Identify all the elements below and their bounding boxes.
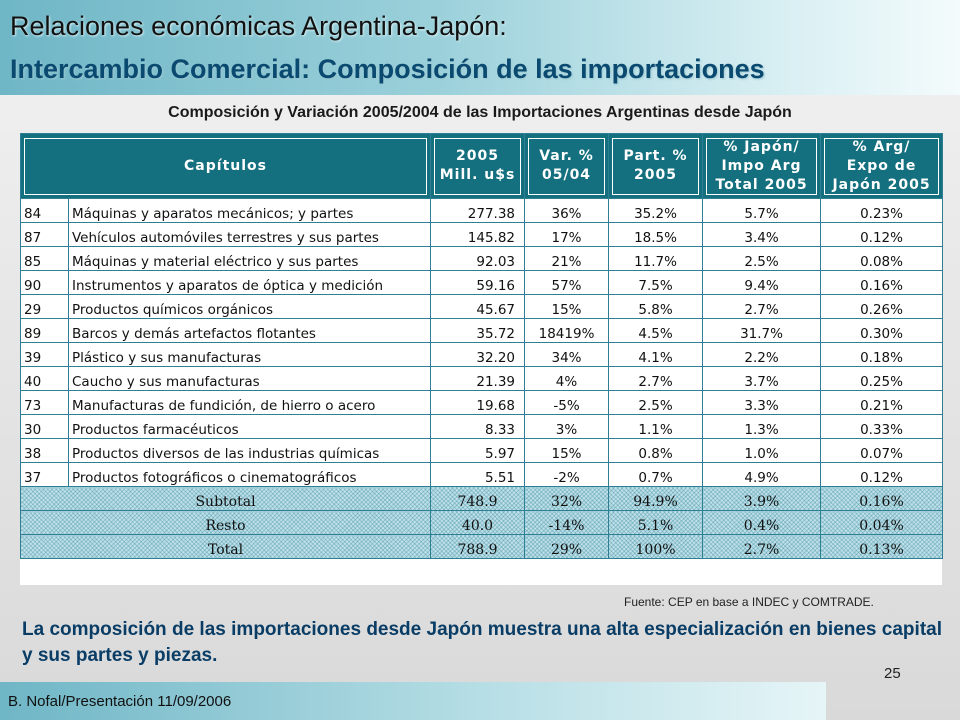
row-code: 87: [21, 223, 69, 247]
table-row: [21, 391, 943, 415]
row-japon: 4.9%: [703, 463, 821, 487]
row-japon: 5.7%: [703, 199, 821, 223]
row-name: Plástico y sus manufacturas: [69, 343, 431, 367]
row-code: 89: [21, 319, 69, 343]
row-name: Vehículos automóviles terrestres y sus partes: [69, 223, 431, 247]
row-japon: 2.7%: [703, 295, 821, 319]
summary-var: 32%: [525, 487, 609, 511]
row-code: 37: [21, 463, 69, 487]
row-var: 17%: [525, 223, 609, 247]
row-code: 30: [21, 415, 69, 439]
row-mill: 5.97: [431, 439, 525, 463]
row-code: 73: [21, 391, 69, 415]
row-arg: 0.07%: [821, 439, 943, 463]
row-var: 34%: [525, 343, 609, 367]
row-mill: 8.33: [431, 415, 525, 439]
row-var: 18419%: [525, 319, 609, 343]
row-japon: 2.5%: [703, 247, 821, 271]
slide-subtitle: Intercambio Comercial: Composición de las importaciones: [10, 54, 765, 84]
row-var: 4%: [525, 367, 609, 391]
summary-var: 29%: [525, 535, 609, 559]
row-arg: 0.26%: [821, 295, 943, 319]
row-name: Barcos y demás artefactos flotantes: [69, 319, 431, 343]
row-part: 0.7%: [609, 463, 703, 487]
row-var: -5%: [525, 391, 609, 415]
table-row: [21, 439, 943, 463]
row-name: Productos diversos de las industrias químicas: [69, 439, 431, 463]
slide-header: [0, 0, 960, 95]
row-mill: 59.16: [431, 271, 525, 295]
row-name: Productos químicos orgánicos: [69, 295, 431, 319]
table-header-row: [21, 134, 943, 199]
summary-part: 94.9%: [609, 487, 703, 511]
row-part: 18.5%: [609, 223, 703, 247]
row-arg: 0.23%: [821, 199, 943, 223]
header-var: Var. % 05/04: [525, 134, 609, 199]
row-name: Productos fotográficos o cinematográficos: [69, 463, 431, 487]
row-part: 4.5%: [609, 319, 703, 343]
conclusion-text: La composición de las importaciones desde Japón muestra una alta especialización en bienes capital y sus partes y piezas.: [22, 619, 942, 666]
summary-row-resto: [21, 511, 943, 535]
summary-mill: 788.9: [431, 535, 525, 559]
footer-text: B. Nofal/Presentación 11/09/2006: [8, 693, 232, 710]
row-mill: 21.39: [431, 367, 525, 391]
row-mill: 92.03: [431, 247, 525, 271]
row-name: Máquinas y aparatos mecánicos; y partes: [69, 199, 431, 223]
row-var: 21%: [525, 247, 609, 271]
row-arg: 0.33%: [821, 415, 943, 439]
table-row: [21, 247, 943, 271]
row-var: 15%: [525, 439, 609, 463]
row-part: 2.7%: [609, 367, 703, 391]
imports-table-container: [20, 133, 942, 585]
row-arg: 0.12%: [821, 223, 943, 247]
row-part: 7.5%: [609, 271, 703, 295]
row-var: 3%: [525, 415, 609, 439]
summary-japon: 2.7%: [703, 535, 821, 559]
row-name: Manufacturas de fundición, de hierro o acero: [69, 391, 431, 415]
header-part: Part. % 2005: [609, 134, 703, 199]
row-japon: 3.7%: [703, 367, 821, 391]
row-code: 39: [21, 343, 69, 367]
table-row: [21, 199, 943, 223]
row-code: 84: [21, 199, 69, 223]
summary-mill: 40.0: [431, 511, 525, 535]
row-name: Máquinas y material eléctrico y sus partes: [69, 247, 431, 271]
page-number: 25: [884, 665, 901, 682]
row-mill: 19.68: [431, 391, 525, 415]
summary-arg: 0.04%: [821, 511, 943, 535]
row-mill: 5.51: [431, 463, 525, 487]
summary-arg: 0.16%: [821, 487, 943, 511]
table-row: [21, 319, 943, 343]
row-code: 90: [21, 271, 69, 295]
row-part: 1.1%: [609, 415, 703, 439]
row-part: 11.7%: [609, 247, 703, 271]
slide-footer: [0, 682, 826, 720]
row-arg: 0.18%: [821, 343, 943, 367]
slide-title: Relaciones económicas Argentina-Japón:: [10, 11, 507, 41]
row-part: 0.8%: [609, 439, 703, 463]
row-part: 2.5%: [609, 391, 703, 415]
header-capitulos: Capítulos: [21, 134, 431, 199]
row-var: 57%: [525, 271, 609, 295]
row-japon: 3.3%: [703, 391, 821, 415]
row-part: 5.8%: [609, 295, 703, 319]
row-mill: 145.82: [431, 223, 525, 247]
row-mill: 32.20: [431, 343, 525, 367]
summary-part: 5.1%: [609, 511, 703, 535]
row-name: Caucho y sus manufacturas: [69, 367, 431, 391]
row-arg: 0.16%: [821, 271, 943, 295]
row-code: 29: [21, 295, 69, 319]
row-arg: 0.21%: [821, 391, 943, 415]
row-code: 38: [21, 439, 69, 463]
row-arg: 0.12%: [821, 463, 943, 487]
row-code: 85: [21, 247, 69, 271]
summary-row-subtotal: [21, 487, 943, 511]
row-japon: 1.3%: [703, 415, 821, 439]
row-var: 36%: [525, 199, 609, 223]
summary-japon: 3.9%: [703, 487, 821, 511]
summary-var: -14%: [525, 511, 609, 535]
row-mill: 35.72: [431, 319, 525, 343]
row-japon: 3.4%: [703, 223, 821, 247]
header-arg: % Arg/ Expo de Japón 2005: [821, 134, 943, 199]
row-name: Instrumentos y aparatos de óptica y medición: [69, 271, 431, 295]
row-part: 4.1%: [609, 343, 703, 367]
row-arg: 0.30%: [821, 319, 943, 343]
summary-label: Resto: [21, 511, 431, 535]
row-japon: 1.0%: [703, 439, 821, 463]
summary-arg: 0.13%: [821, 535, 943, 559]
row-name: Productos farmacéuticos: [69, 415, 431, 439]
summary-label: Subtotal: [21, 487, 431, 511]
summary-row-total: [21, 535, 943, 559]
source-note: Fuente: CEP en base a INDEC y COMTRADE.: [624, 595, 874, 609]
table-row: [21, 271, 943, 295]
header-mill: 2005 Mill. u$s: [431, 134, 525, 199]
summary-japon: 0.4%: [703, 511, 821, 535]
row-japon: 2.2%: [703, 343, 821, 367]
row-mill: 45.67: [431, 295, 525, 319]
row-mill: 277.38: [431, 199, 525, 223]
row-japon: 9.4%: [703, 271, 821, 295]
table-row: [21, 463, 943, 487]
row-part: 35.2%: [609, 199, 703, 223]
summary-mill: 748.9: [431, 487, 525, 511]
table-row: [21, 295, 943, 319]
table-title: Composición y Variación 2005/2004 de las Importaciones Argentinas desde Japón: [168, 104, 792, 121]
table-row: [21, 367, 943, 391]
table-row: [21, 415, 943, 439]
row-code: 40: [21, 367, 69, 391]
table-row: [21, 343, 943, 367]
summary-label: Total: [21, 535, 431, 559]
table-row: [21, 223, 943, 247]
row-var: 15%: [525, 295, 609, 319]
summary-part: 100%: [609, 535, 703, 559]
header-japon: % Japón/ Impo Arg Total 2005: [703, 134, 821, 199]
imports-table: [20, 133, 943, 559]
row-var: -2%: [525, 463, 609, 487]
row-arg: 0.08%: [821, 247, 943, 271]
row-japon: 31.7%: [703, 319, 821, 343]
row-arg: 0.25%: [821, 367, 943, 391]
